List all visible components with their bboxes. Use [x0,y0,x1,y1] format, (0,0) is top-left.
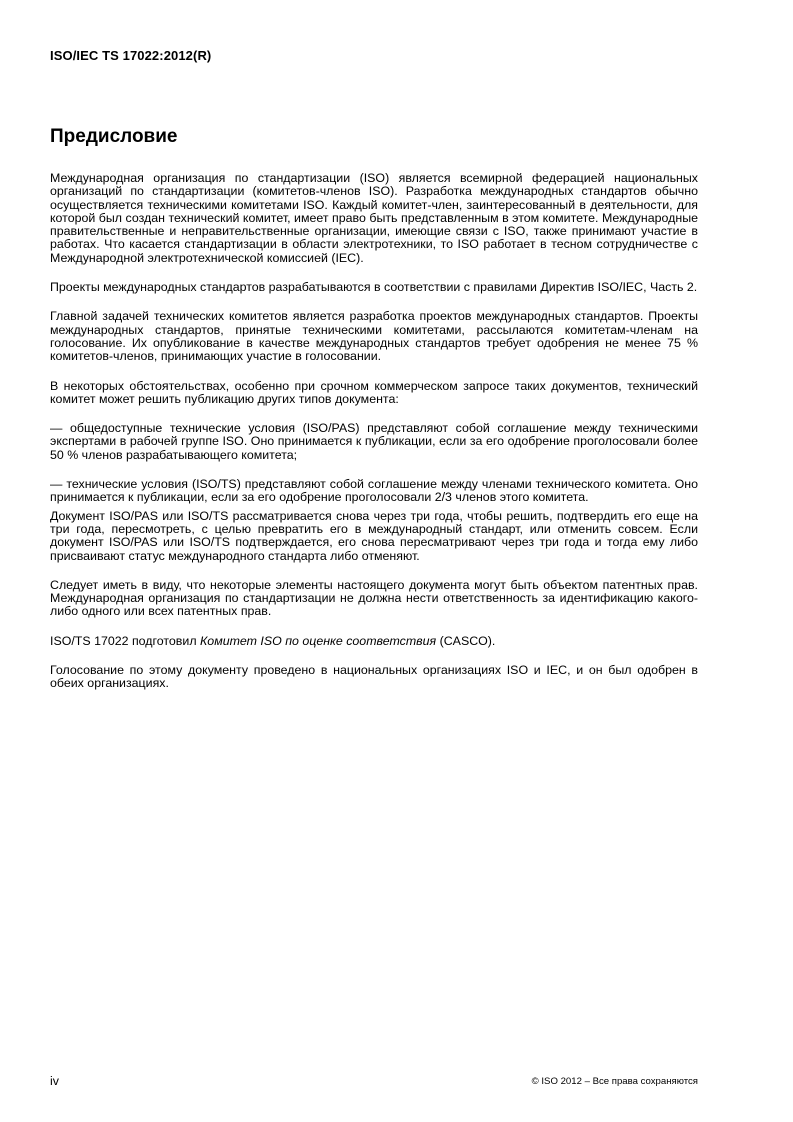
paragraph-iso-pas: ― общедоступные технические условия (ISO/PAS) представляют собой соглашение между техническими экспертами в рабочей группе ISO. Оно принимается к публикации, если за его одобрение проголосовали более 50 % членов разрабатывающего комитета; [50,421,698,462]
copyright-notice: © ISO 2012 – Все права сохраняются [531,1076,698,1087]
paragraph-committee-task: Главной задачей технических комитетов является разработка проектов международных стандартов. Проекты международных стандартов, принятые техническими комитетами, рассылаются комитетам-членам на голосование. Их опубликование в качестве международных стандартов требует одобрения не менее 75 % комитетов-членов, принимающих участие в голосовании. [50,309,698,364]
paragraph-iso-ts: ― технические условия (ISO/TS) представляют собой соглашение между членами технического комитета. Оно принимается к публикации, если за его одобрение проголосовали 2/3 членов этого комитета. [50,477,698,505]
paragraph-directives: Проекты международных стандартов разрабатываются в соответствии с правилами Директив ISO/IEC, Часть 2. [50,280,698,295]
paragraph-circumstances: В некоторых обстоятельствах, особенно при срочном коммерческом запросе таких документов, технический комитет может решить публикацию других типов документа: [50,378,698,406]
prepared-by-text: ISO/TS 17022 подготовил [50,633,200,648]
committee-name: Комитет ISO по оценке соответствия [200,633,437,648]
foreword-body [50,172,698,707]
page-title: Предисловие [50,126,178,147]
paragraph-prepared-by [50,635,698,648]
paragraph-iso-overview: Международная организация по стандартизации (ISO) является всемирной федерацией национальных организаций по стандартизации (комитетов-членов ISO). Разработка международных стандартов обычно осуществляется техническими комитетами ISO. Каждый комитет-член, заинтересованный в деятельности, для которой был создан технический комитет, имеет право быть представленным в этом комитете. Международные правительственные и неправительственные организации, имеющие связи с ISO, также принимают участие в работах. Что касается стандартизации в области электротехники, то ISO работает в тесном сотрудничестве с Международной электротехнической комиссией (IEC). [50,171,698,265]
paragraph-voting: Голосование по этому документу проведено в национальных организациях ISO и IEC, и он был одобрен в обеих организациях. [50,663,698,691]
page-number: iv [50,1074,59,1088]
document-identifier: ISO/IEC TS 17022:2012(R) [50,48,212,63]
paragraph-patents: Следует иметь в виду, что некоторые элементы настоящего документа могут быть объектом патентных прав. Международная организация по стандартизации не должна нести ответственность за идентификацию какого-либо одного или всех патентных прав. [50,577,698,619]
prepared-by-suffix: (CASCO). [436,633,496,648]
paragraph-review: Документ ISO/PAS или ISO/TS рассматривается снова через три года, чтобы решить, подтвердить его еще на три года, пересмотреть, с целью превратить его в международный стандарт, или отменить совсем. Если документ ISO/PAS или ISO/TS подтверждается, его снова пересматривают через три года и тогда ему либо присваивают статус международного стандарта либо отменяют. [50,508,698,563]
